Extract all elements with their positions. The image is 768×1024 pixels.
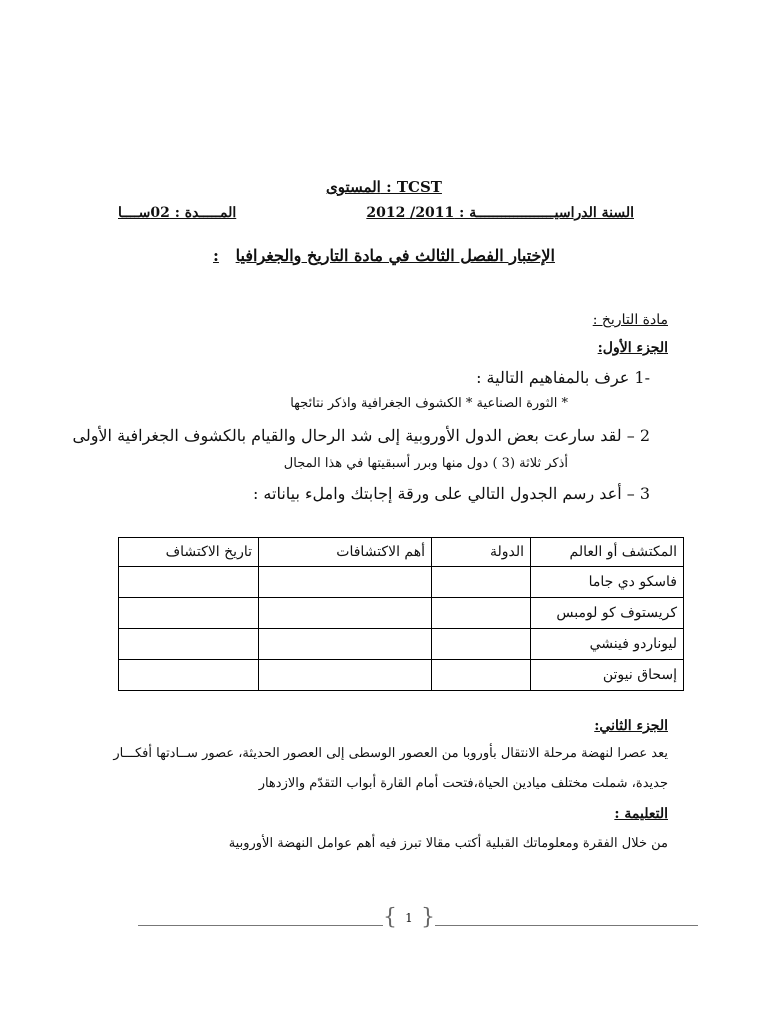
table-cell — [119, 660, 259, 691]
page-number-box — [383, 905, 435, 931]
table-cell — [119, 567, 259, 598]
question-1: -1 عرف بالمفاهيم التالية : — [476, 368, 650, 387]
col-header-country: الدولة — [432, 538, 531, 567]
exam-title-text: الإختبار الفصل الثالث في مادة التاريخ والجغرافيا — [235, 246, 555, 265]
table-cell — [432, 598, 531, 629]
question-2: 2 – لقد سارعت بعض الدول الأوروبية إلى شد الرحال والقيام بالكشوف الجغرافية الأولى — [72, 426, 650, 445]
table-row — [119, 629, 684, 660]
question-2-sub: أذكر ثلاثة (3 ) دول منها وبرر أسبقيتها في هذا المجال — [283, 456, 568, 471]
table-row — [119, 567, 684, 598]
col-header-discoveries: أهم الاكتشافات — [259, 538, 432, 567]
exam-duration: المـــــدة : 02ســــا — [118, 205, 237, 221]
col-header-explorer: المكتشف أو العالم — [531, 538, 684, 567]
table-row — [119, 598, 684, 629]
table-cell: إسحاق نيوتن — [531, 660, 684, 691]
question-3: 3 – أعد رسم الجدول التالي على ورقة إجابتك واملء بياناته : — [252, 484, 650, 503]
bracket-right-icon: } — [420, 905, 435, 930]
table-cell: فاسكو دي جاما — [531, 567, 684, 598]
table-cell — [119, 629, 259, 660]
part-two-heading: الجزء الثاني: — [594, 718, 668, 734]
table-cell — [432, 660, 531, 691]
table-cell — [259, 660, 432, 691]
table-cell: كريستوف كو لومبس — [531, 598, 684, 629]
question-1-items: * الثورة الصناعية * الكشوف الجغرافية واذكر نتائجها — [290, 396, 568, 411]
table-cell — [259, 629, 432, 660]
table-cell — [119, 598, 259, 629]
table-header-row — [119, 538, 684, 567]
part-two-paragraph-line-2: جديدة، شملت مختلف ميادين الحياة،فتحت أمام القارة أبواب التقدّم والازدهار — [258, 776, 668, 791]
table-row — [119, 660, 684, 691]
level-label: المستوى : TCST — [326, 178, 442, 196]
history-section-label: مادة التاريخ : — [592, 312, 668, 328]
bracket-left-icon: { — [383, 905, 397, 930]
page-number: 1 — [405, 911, 413, 925]
exam-title-colon: : — [213, 246, 219, 265]
discoveries-table — [118, 537, 684, 691]
col-header-date: تاريخ الاكتشاف — [119, 538, 259, 567]
table-cell — [259, 598, 432, 629]
part-two-paragraph-line-1: يعد عصرا لنهضة مرحلة الانتقال بأوروبا من العصور الوسطى إلى العصور الحديثة، عصور ســادتها أفكـــار — [113, 746, 668, 761]
table-cell — [432, 567, 531, 598]
instruction-text: من خلال الفقرة ومعلوماتك القبلية أكتب مقالا تبرز فيه أهم عوامل النهضة الأوروبية — [228, 836, 668, 851]
table-cell: ليوناردو فينشي — [531, 629, 684, 660]
instruction-heading: التعليمة : — [614, 806, 668, 822]
school-year: السنة الدراسيـــــــــــــــــــة : 2011/ 2012 — [366, 205, 634, 221]
exam-title — [215, 246, 555, 265]
header-row — [118, 205, 634, 227]
table-cell — [259, 567, 432, 598]
table-cell — [432, 629, 531, 660]
part-one-heading: الجزء الأول: — [597, 340, 668, 356]
